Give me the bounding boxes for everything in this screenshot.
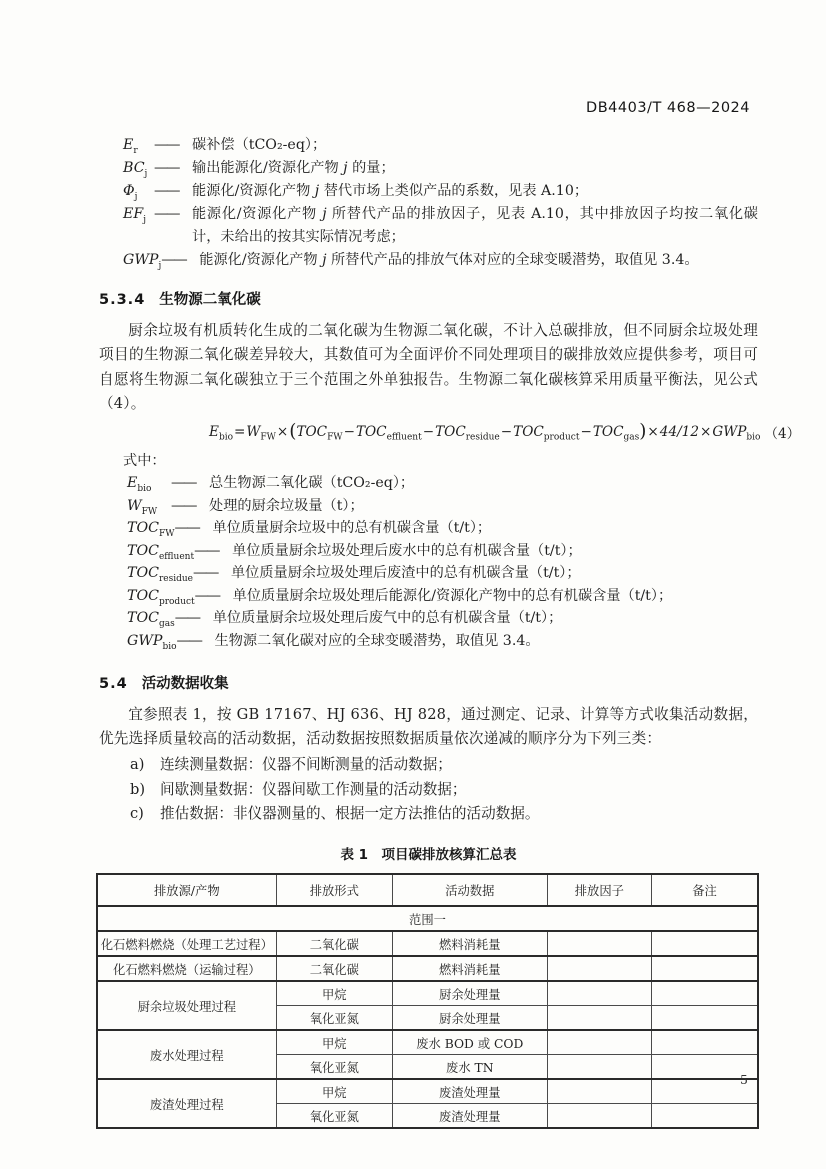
table-cell: 甲烷 [276,981,392,1006]
symbol: $GWP_j$ [123,252,162,271]
formula-4 [99,421,801,443]
emission-source-cell: 厨余垃圾处理过程 [97,981,276,1030]
symbol-definition-list-formula [99,472,758,653]
symbol-definition-row [127,472,758,495]
formula-variable: 44/12 [659,424,699,441]
definition-dash: —— [174,610,200,627]
list-item [99,753,758,777]
page-content [99,134,801,1129]
table-header-cell: 活动数据 [392,874,547,906]
table-header-cell: 排放因子 [547,874,651,906]
definition-dash: —— [174,520,199,537]
section-number: 5.3.4 [99,292,146,308]
data-type-list [99,753,758,826]
symbol: $E_r$ [123,137,138,156]
symbol-definition-row [127,562,758,585]
formula-variable: $GWP_{bio}$ [712,424,761,443]
table-header-cell: 备注 [652,874,758,906]
table-cell [547,1055,651,1080]
table-header-cell: 排放形式 [276,874,392,906]
table-cell [652,931,758,956]
symbol-definition-row [127,540,758,563]
symbol: $\Phi_j$ [123,183,138,202]
table-cell: 甲烷 [276,1079,392,1104]
symbol-description: 输出能源化/资源化产物 j 的量； [192,160,395,176]
formula-variable: $E_{bio}$ [209,424,233,443]
table-row [97,931,758,956]
table-cell [547,981,651,1006]
formula-operator: − [343,424,355,441]
symbol-description: 单位质量厨余垃圾处理后废渣中的总有机碳含量（t/t）； [230,565,581,582]
formula-variable: $TOC_{FW}$ [296,424,343,443]
formula-variable: $TOC_{product}$ [513,424,580,443]
definition-dash: —— [176,633,201,650]
formula-variable: $TOC_{effluent}$ [355,424,422,443]
symbol-definition-row [123,157,758,180]
table-title: 表 1 项目碳排放核算汇总表 [340,847,517,864]
symbol-definition-row [127,585,758,608]
list-item-label: c) [130,804,144,822]
list-item [99,802,758,826]
table-row [97,1079,758,1104]
table-cell [547,1079,651,1104]
scope-cell: 范围一 [97,906,758,931]
formula-operator: = [234,424,246,441]
definition-dash: —— [161,252,186,268]
symbol-description: 单位质量厨余垃圾中的总有机碳含量（t/t）； [212,520,492,537]
symbol-definition-row [127,517,758,540]
symbol: $TOC_{FW}$ [127,520,175,539]
definition-dash: —— [171,497,196,514]
symbol-description: 碳补偿（tCO₂-eq）； [192,137,327,153]
table-cell: 氧化亚氮 [276,1055,392,1080]
formula-operator: − [500,424,513,441]
symbol-description: 生物源二氧化碳对应的全球变暖潜势，取值见 3.4。 [214,633,540,650]
symbol-description: 单位质量厨余垃圾处理后能源化/资源化产物中的总有机碳含量（t/t）； [232,587,673,604]
definition-dash: —— [154,160,179,176]
formula-operator: − [422,424,435,441]
table-cell: 燃料消耗量 [392,931,547,956]
list-item-label: b) [130,780,146,798]
symbol: $TOC_{product}$ [127,587,195,607]
symbol-description: 能源化/资源化产物 j 所替代产品的排放气体对应的全球变暖潜势，取值见 3.4。 [199,252,699,268]
symbol: $TOC_{gas}$ [127,610,175,630]
table-row [97,981,758,1006]
symbol-description: 处理的厨余垃圾量（t）； [209,497,364,514]
table-cell: 二氧化碳 [276,956,392,981]
formula-variable: $TOC_{gas}$ [592,424,640,443]
paragraph-activity-data: 宜参照表 1，按 GB 17167、HJ 636、HJ 828，通过测定、记录、计算等方式收集活动数据，优先选择质量较高的活动数据，活动数据按照数据质量依次递减的顺序分为下列三类： [99,705,758,747]
formula-parenthesis: ( [289,421,297,443]
table-cell [652,981,758,1006]
list-item [99,778,758,802]
table-cell [652,1030,758,1055]
symbol: $BC_j$ [123,160,148,179]
symbol-definition-row [123,134,758,157]
table-cell [652,1006,758,1031]
symbol: $E_{bio}$ [127,474,152,494]
emission-source-cell: 废水处理过程 [97,1030,276,1079]
table-cell [547,956,651,981]
symbol: $W_{FW}$ [127,497,158,517]
table-cell [547,1006,651,1031]
formula-operator: × [647,424,659,441]
formula-variable: $TOC_{residue}$ [435,424,500,443]
table-row [97,1030,758,1055]
definition-dash: —— [154,206,179,222]
table-scope-row [97,906,758,931]
table-cell: 甲烷 [276,1030,392,1055]
list-item-text: 间歇测量数据：仪器间歇工作测量的活动数据； [160,780,467,798]
formula-variable: $W_{FW}$ [246,424,276,443]
table-cell [652,956,758,981]
list-item-label: a) [130,756,145,774]
emission-source-cell: 化石燃料燃烧（运输过程） [97,956,276,981]
table-cell: 废水 BOD 或 COD [392,1030,547,1055]
table-cell [547,931,651,956]
table-row [97,956,758,981]
section-number: 5.4 [99,675,128,692]
symbol-description: 单位质量厨余垃圾处理后废气中的总有机碳含量（t/t）； [212,610,563,627]
table-cell: 厨余处理量 [392,1006,547,1031]
table-cell [547,1030,651,1055]
where-label: 式中： [123,452,166,469]
table-cell: 氧化亚氮 [276,1006,392,1031]
section-title: 活动数据收集 [141,675,229,692]
table-cell: 燃料消耗量 [392,956,547,981]
table-header-cell: 排放源/产物 [97,874,276,906]
symbol: $EF_j$ [123,206,146,225]
formula-operator: × [276,424,289,441]
section-heading-5-4 [99,672,758,693]
table-cell: 废渣处理量 [392,1104,547,1129]
formula-operator: × [699,424,712,441]
list-item-text: 推估数据：非仪器测量的、根据一定方法推估的活动数据。 [160,804,540,822]
symbol-definition-list-top [99,134,758,272]
table-cell: 废水 TN [392,1055,547,1080]
symbol-definition-row [123,180,758,203]
symbol-description: 单位质量厨余垃圾处理后废水中的总有机碳含量（t/t）； [232,542,582,559]
symbol-description: 能源化/资源化产物 j 替代市场上类似产品的系数，见表 A.10； [192,183,589,199]
table-cell: 厨余处理量 [392,981,547,1006]
emission-source-cell: 废渣处理过程 [97,1079,276,1128]
paragraph-biogenic-co2: 厨余垃圾有机质转化生成的二氧化碳为生物源二氧化碳，不计入总碳排放，但不同厨余垃圾处理项目的生物源二氧化碳差异较大，其数值可为全面评价不同处理项目的碳排放效应提供参考，项目可自愿将生物源二氧化碳独立于三个范围之外单独报告。生物源二氧化碳核算采用质量平衡法，见公式（4）。 [99,322,758,412]
symbol-definition-row [127,495,758,518]
formula-expression [209,421,760,443]
symbol-description: 总生物源二氧化碳（tCO₂-eq）； [209,474,415,491]
formula-parenthesis: ) [639,421,647,443]
definition-dash: —— [192,565,218,582]
definition-dash: —— [171,474,196,491]
symbol-definition-row [127,607,758,630]
symbol-definition-row [123,203,758,249]
section-title: 生物源二氧化碳 [159,292,261,308]
symbol: $TOC_{effluent}$ [127,542,195,562]
table-cell: 废渣处理量 [392,1079,547,1104]
definition-dash: —— [154,137,179,153]
emission-summary-table [96,873,759,1129]
definition-dash: —— [154,183,179,199]
list-item-text: 连续测量数据：仪器不间断测量的活动数据； [160,756,452,774]
symbol: $GWP_{bio}$ [127,633,177,652]
page-number: 5 [740,1072,748,1087]
table-header-row [97,874,758,906]
symbol-description: 能源化/资源化产物 j 所替代产品的排放因子，见表 A.10，其中排放因子均按二氧化碳计，未给出的按其实际情况考虑； [192,206,758,245]
table-cell: 二氧化碳 [276,931,392,956]
formula-number: （4） [764,426,801,443]
table-cell [547,1104,651,1129]
definition-dash: —— [194,587,220,604]
table-cell [652,1104,758,1129]
definition-dash: —— [194,542,219,559]
formula-operator: − [580,424,592,441]
symbol-definition-row [127,630,758,653]
table-cell: 氧化亚氮 [276,1104,392,1129]
symbol: $TOC_{residue}$ [127,565,193,585]
standard-code: DB4403/T 468—2024 [586,100,750,116]
symbol-definition-row [123,249,758,272]
section-heading-5-3-4 [99,288,758,309]
emission-source-cell: 化石燃料燃烧（处理工艺过程） [97,931,276,956]
